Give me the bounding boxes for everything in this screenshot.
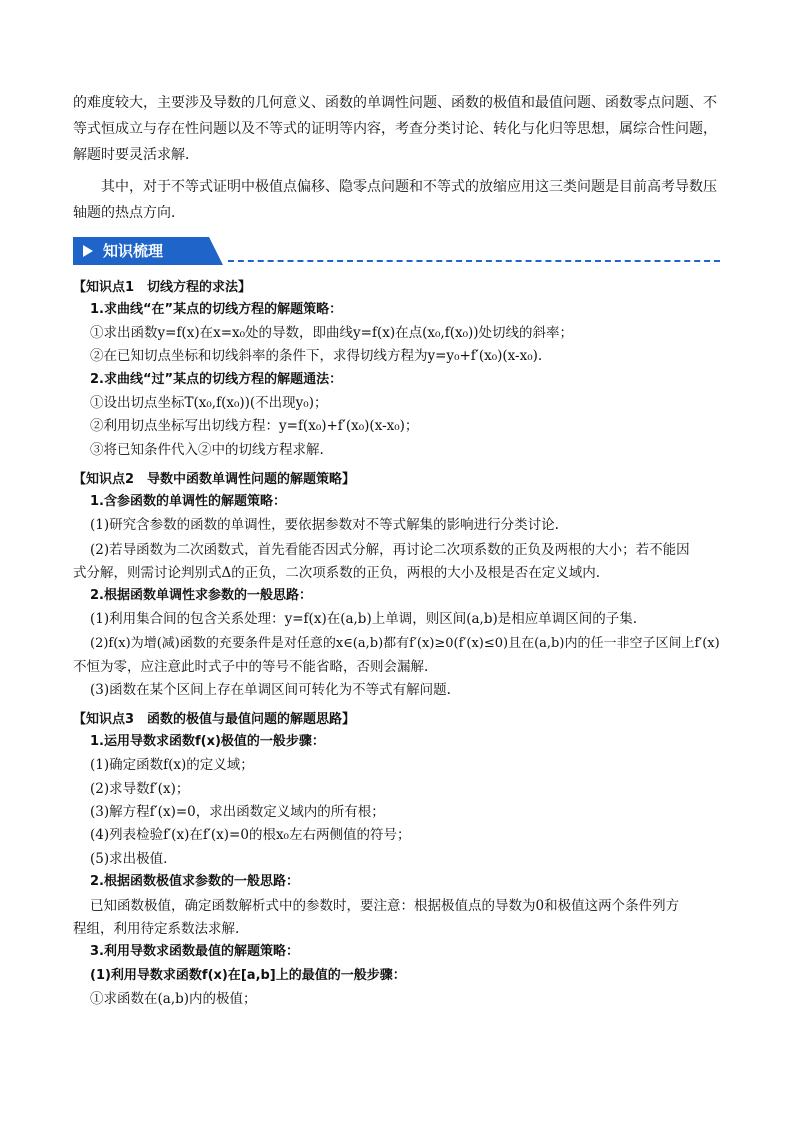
banner-title: 知识梳理 [103, 242, 164, 260]
play-triangle-icon [83, 245, 93, 257]
kp1-strategy-1-step-a: ①求出函数y=f(x)在x=x₀处的导数，即曲线y=f(x)在点(x₀,f(x₀))处切线的斜率； [90, 325, 574, 341]
kp2-strategy-1-item-1: (1)研究含参数的函数的单调性，要依据参数对不等式解集的影响进行分类讨论. [90, 517, 559, 533]
banner-dashed-divider [228, 260, 720, 262]
kp1-strategy-2-step-a: ①设出切点坐标T(x₀,f(x₀))(不出现y₀)； [90, 395, 328, 411]
kp3-steps-2-text-line-1: 已知函数极值，确定函数解析式中的参数时，要注意：根据极值点的导数为0和极值这两个条件列方 [90, 898, 680, 914]
kp1-strategy-2-step-b: ②利用切点坐标写出切线方程：y=f(x₀)+f′(x₀)(x-x₀)； [90, 418, 419, 434]
kp1-strategy-1-step-b: ②在已知切点坐标和切线斜率的条件下，求得切线方程为y=y₀+f′(x₀)(x-x₀). [90, 348, 543, 364]
section-banner [73, 237, 223, 265]
kp2-strategy-1-item-2-line-2: 式分解，则需讨论判别式Δ的正负，二次项系数的正负，两根的大小及根是否在定义域内. [73, 565, 601, 581]
kp1-strategy-1-title: 1.求曲线“在”某点的切线方程的解题策略： [90, 302, 343, 317]
kp3-step-5: (5)求出极值. [90, 851, 168, 867]
intro-paragraph-1: 的难度较大，主要涉及导数的几何意义、函数的单调性问题、函数的极值和最值问题、函数零点问题、不等式恒成立与存在性问题以及不等式的证明等内容，考查分类讨论、转化与化归等思想，属综合性问题，解题时要灵活求解． [73, 95, 717, 163]
intro-paragraph-2: 其中，对于不等式证明中极值点偏移、隐零点问题和不等式的放缩应用这三类问题是目前高考导数压轴题的热点方向． [73, 179, 717, 221]
kp2-strategy-1-item-2-line-1: (2)若导函数为二次函数式，首先看能否因式分解，再讨论二次项系数的正负及两根的大小；若不能因 [90, 542, 690, 558]
kp2-strategy-2-title: 2.根据函数单调性求参数的一般思路： [90, 588, 312, 603]
kp3-steps-1-title: 1.运用导数求函数f(x)极值的一般步骤： [90, 734, 325, 749]
kp1-strategy-2-step-c: ③将已知条件代入②中的切线方程求解. [90, 442, 324, 458]
kp2-strategy-2-item-2-line-2: 不恒为零，应注意此时式子中的等号不能省略，否则会漏解. [73, 659, 429, 675]
knowledge-point-3-header: 【知识点3 函数的极值与最值问题的解题思路】 [73, 712, 356, 727]
kp3-steps-2-title: 2.根据函数极值求参数的一般思路： [90, 874, 299, 889]
kp1-strategy-2-title: 2.求曲线“过”某点的切线方程的解题通法： [90, 372, 343, 387]
kp3-steps-2-text-line-2: 程组，利用待定系数法求解. [73, 921, 240, 937]
knowledge-point-2-header: 【知识点2 导数中函数单调性问题的解题策略】 [73, 472, 356, 487]
kp3-step-1: (1)确定函数f(x)的定义域； [90, 757, 254, 773]
kp3-steps-3-title: 3.利用导数求函数最值的解题策略： [90, 944, 299, 959]
kp2-strategy-2-item-1: (1)利用集合间的包含关系处理：y=f(x)在(a,b)上单调，则区间(a,b)是相应单调区间的子集. [90, 611, 638, 627]
kp3-step-2: (2)求导数f′(x)； [90, 781, 190, 797]
kp2-strategy-2-item-3: (3)函数在某个区间上存在单调区间可转化为不等式有解问题. [90, 682, 451, 698]
kp3-step-3: (3)解方程f′(x)=0，求出函数定义域内的所有根； [90, 804, 385, 820]
kp3-step-4: (4)列表检验f′(x)在f′(x)=0的根x₀左右两侧值的符号； [90, 827, 411, 843]
kp3-steps-3-subtitle: (1)利用导数求函数f(x)在[a,b]上的最值的一般步骤： [90, 968, 406, 983]
kp3-steps-3-item-1: ①求函数在(a,b)内的极值； [90, 991, 257, 1007]
kp2-strategy-1-title: 1.含参函数的单调性的解题策略： [90, 494, 286, 509]
kp2-strategy-2-item-2-line-1: (2)f(x)为增(减)函数的充要条件是对任意的x∈(a,b)都有f′(x)≥0(f′(x)≤0)且在(a,b)内的任一非空子区间上f′(x) [90, 636, 720, 651]
knowledge-point-1-header: 【知识点1 切线方程的求法】 [73, 280, 252, 295]
